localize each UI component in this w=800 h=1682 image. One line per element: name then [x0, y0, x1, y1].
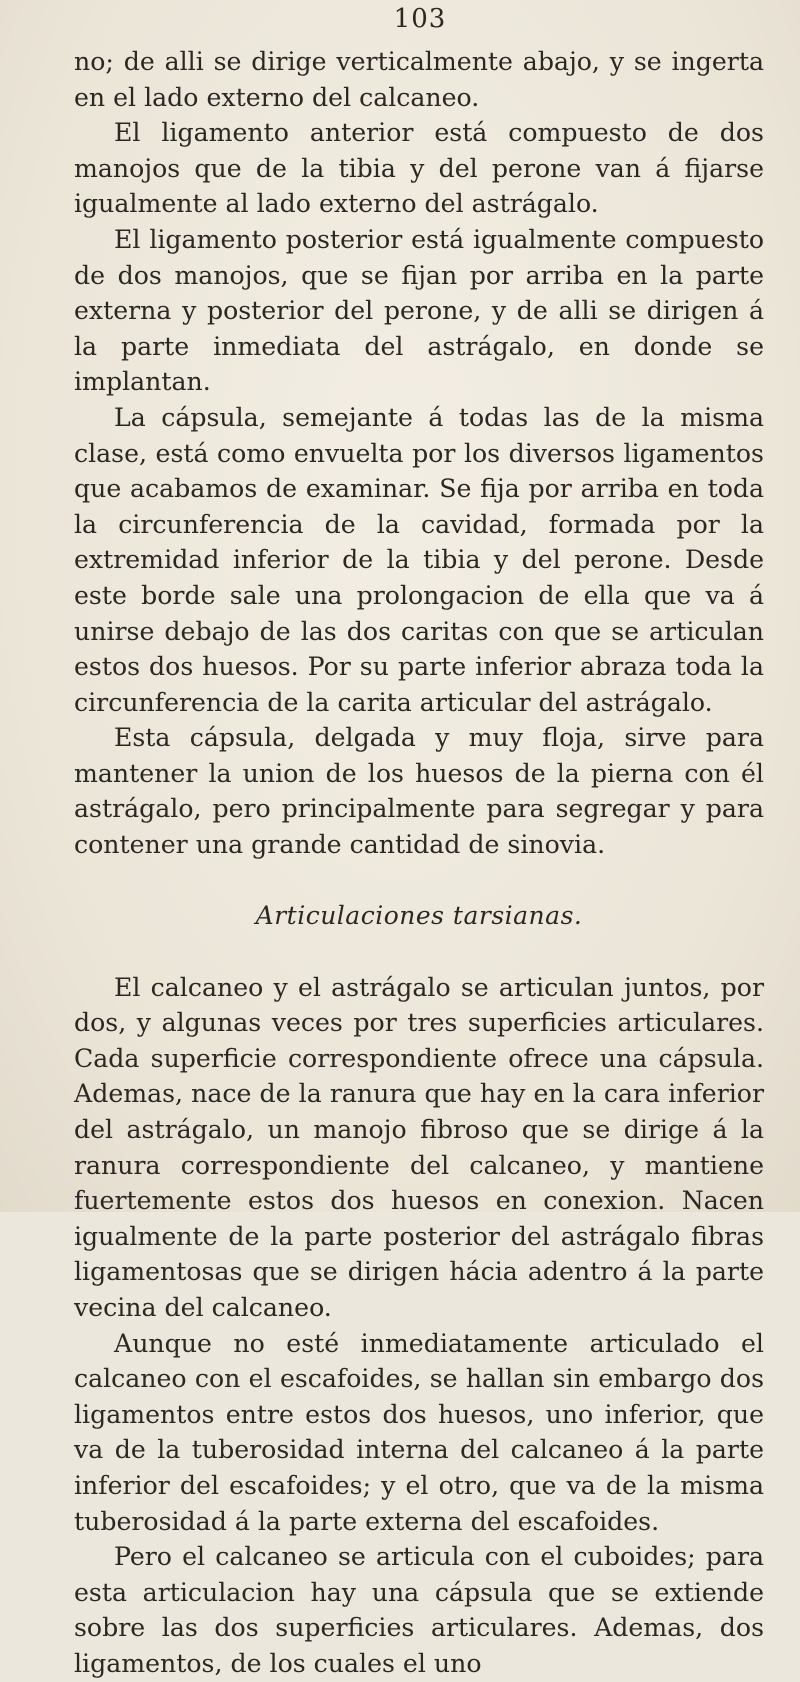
paragraph-ligamento-anterior: El ligamento anterior está compuesto de dos manojos que de la tibia y del perone van á fijarse igualmente al lado externo del astrágalo. [74, 118, 764, 219]
paragraph-calcaneo-astragalo: El calcaneo y el astrágalo se articulan juntos, por dos, y algunas veces por tres superficies articulares. Cada superficie correspondiente ofrece una cápsula. Ademas, nace de la ranura que hay en la cara inferior del astrágalo, un manojo fibroso que se dirige á la ranura correspondiente del calcaneo, y mantiene fuertemente estos dos huesos en conexion. Nacen igualmente de la parte posterior del astrágalo fibras ligamentosas que se dirigen hácia adentro á la parte vecina del calcaneo. [74, 972, 764, 1322]
section-heading: Articulaciones tarsianas. [255, 900, 583, 930]
paragraph-capsula-funcion: Esta cápsula, delgada y muy floja, sirve para mantener la union de los huesos de la pierna con él astrágalo, pero principalmente para segregar y para contener una grande cantidad de sinovia. [74, 723, 764, 860]
paragraph-ligamento-posterior: El ligamento posterior está igualmente compuesto de dos manojos, que se fijan por arriba en la parte externa y posterior del perone, y de alli se dirigen á la parte inmediata del astrágalo, en donde se implantan. [74, 224, 764, 397]
page-number: 103 [393, 4, 447, 34]
paragraph-calcaneo-escafoides: Aunque no esté inmediatamente articulado el calcaneo con el escafoides, se hallan sin embargo dos ligamentos entre estos dos huesos, uno inferior, que va de la tuberosidad interna del calcaneo á la parte inferior del escafoides; y el otro, que va de la misma tuberosidad á la parte externa del escafoides. [74, 1328, 764, 1536]
paragraph-continuation: no; de alli se dirige verticalmente abajo, y se ingerta en el lado externo del calcaneo. [74, 47, 764, 112]
paragraph-capsula: La cápsula, semejante á todas las de la misma clase, está como envuelta por los diversos ligamentos que acabamos de examinar. Se fija por arriba en toda la circunferencia de la cavidad, formada por la extremidad inferior de la tibia y del perone. Desde este borde sale una prolongacion de ella que va á unirse debajo de las dos caritas con que se articulan estos dos huesos. Por su parte inferior abraza toda la circunferencia de la carita articular del astrágalo. [74, 402, 764, 717]
page-body [74, 44, 764, 1682]
paragraph-calcaneo-cuboides: Pero el calcaneo se articula con el cuboides; para esta articulacion hay una cápsula que se extiende sobre las dos superficies articulares. Ademas, dos ligamentos, de los cuales el uno [74, 1542, 764, 1678]
